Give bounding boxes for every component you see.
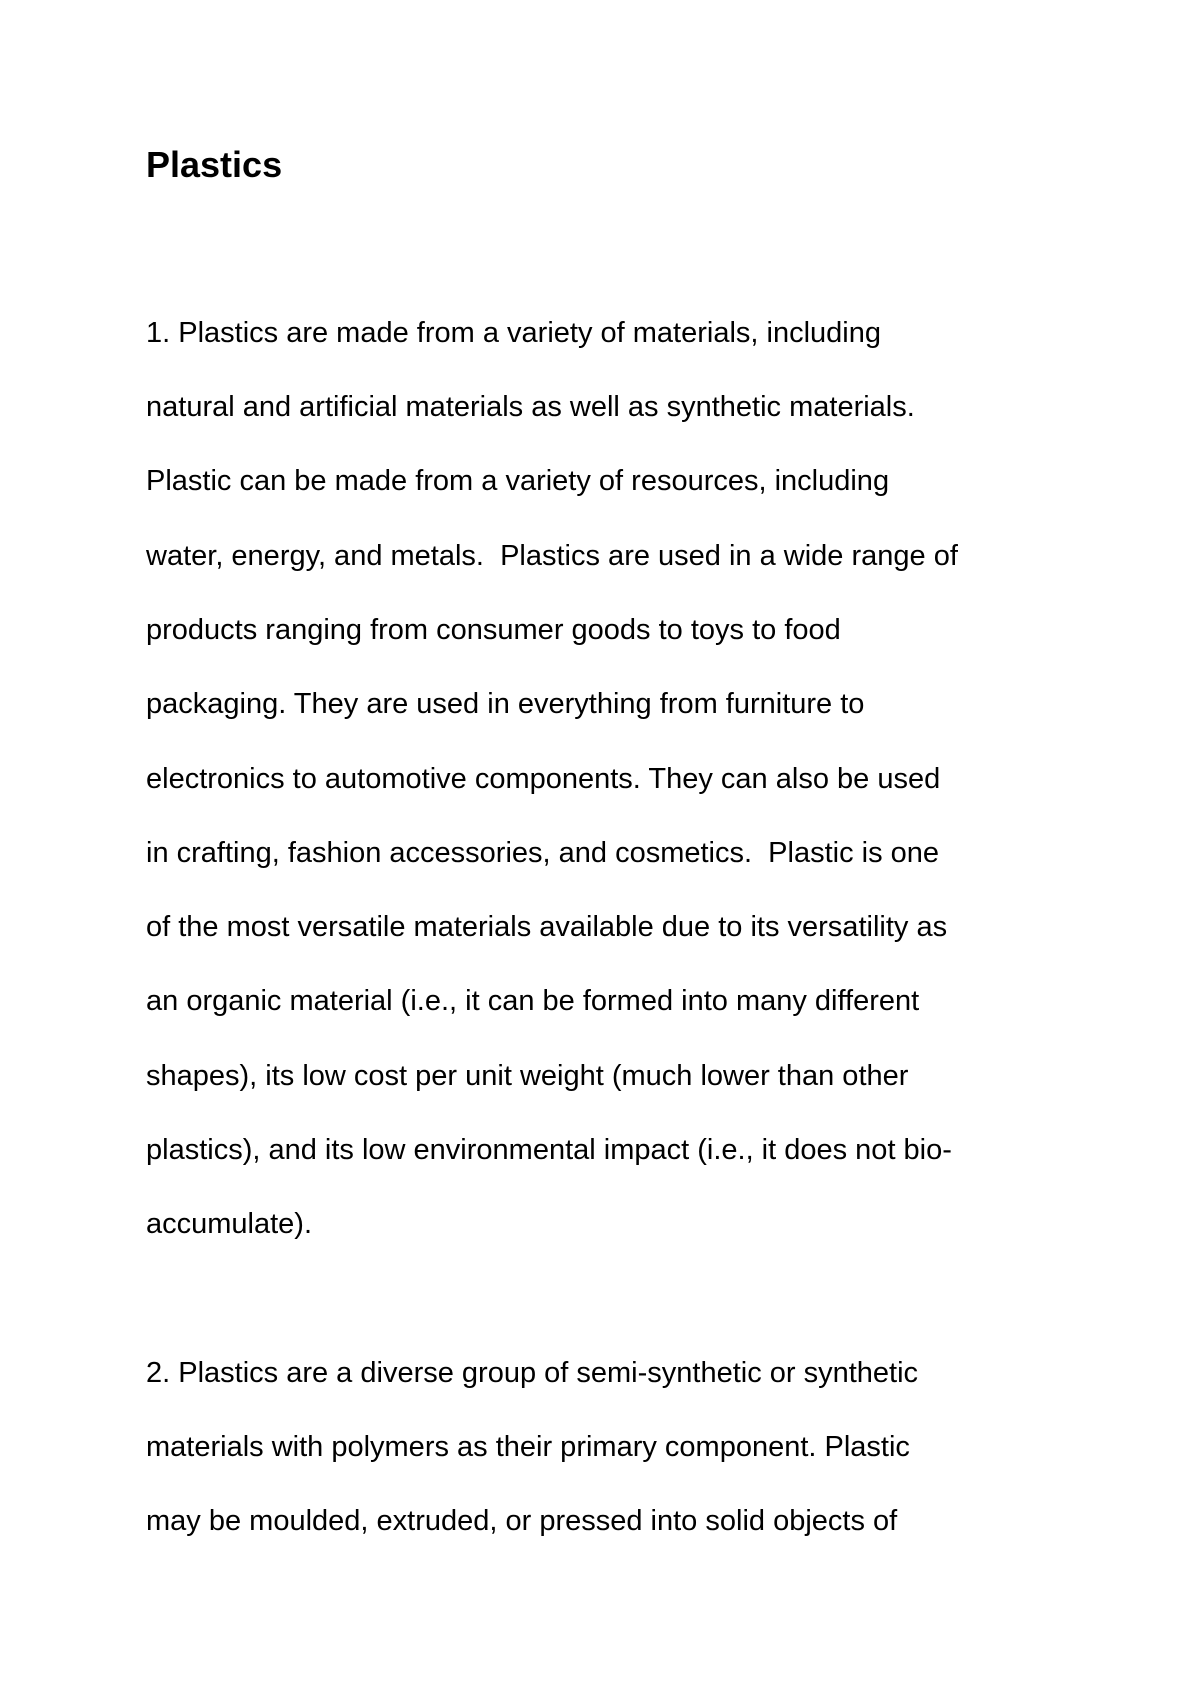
paragraph-line: accumulate). bbox=[146, 1208, 313, 1240]
paragraph-line: Plastic can be made from a variety of resources, including bbox=[146, 465, 890, 497]
paragraph-line: water, energy, and metals. Plastics are used in a wide range of bbox=[146, 540, 958, 572]
paragraph-line: 1. Plastics are made from a variety of materials, including bbox=[146, 317, 881, 349]
paragraph-line: natural and artificial materials as well as synthetic materials. bbox=[146, 391, 915, 423]
paragraph-line: in crafting, fashion accessories, and cosmetics. Plastic is one bbox=[146, 837, 940, 869]
paragraph-line: electronics to automotive components. They can also be used bbox=[146, 763, 941, 795]
paragraph-line: materials with polymers as their primary component. Plastic bbox=[146, 1431, 910, 1463]
paragraph-line: of the most versatile materials available due to its versatility as bbox=[146, 911, 948, 943]
paragraph-line: may be moulded, extruded, or pressed into solid objects of bbox=[146, 1505, 898, 1537]
paragraph-line: 2. Plastics are a diverse group of semi-synthetic or synthetic bbox=[146, 1357, 919, 1389]
paragraph-line: products ranging from consumer goods to toys to food bbox=[146, 614, 841, 646]
paragraph-line: an organic material (i.e., it can be formed into many different bbox=[146, 985, 920, 1017]
paragraph-line: shapes), its low cost per unit weight (much lower than other bbox=[146, 1060, 909, 1092]
paragraph-line: packaging. They are used in everything from furniture to bbox=[146, 688, 865, 720]
document-title: Plastics bbox=[146, 144, 283, 185]
paragraph-line: plastics), and its low environmental impact (i.e., it does not bio- bbox=[146, 1134, 952, 1166]
